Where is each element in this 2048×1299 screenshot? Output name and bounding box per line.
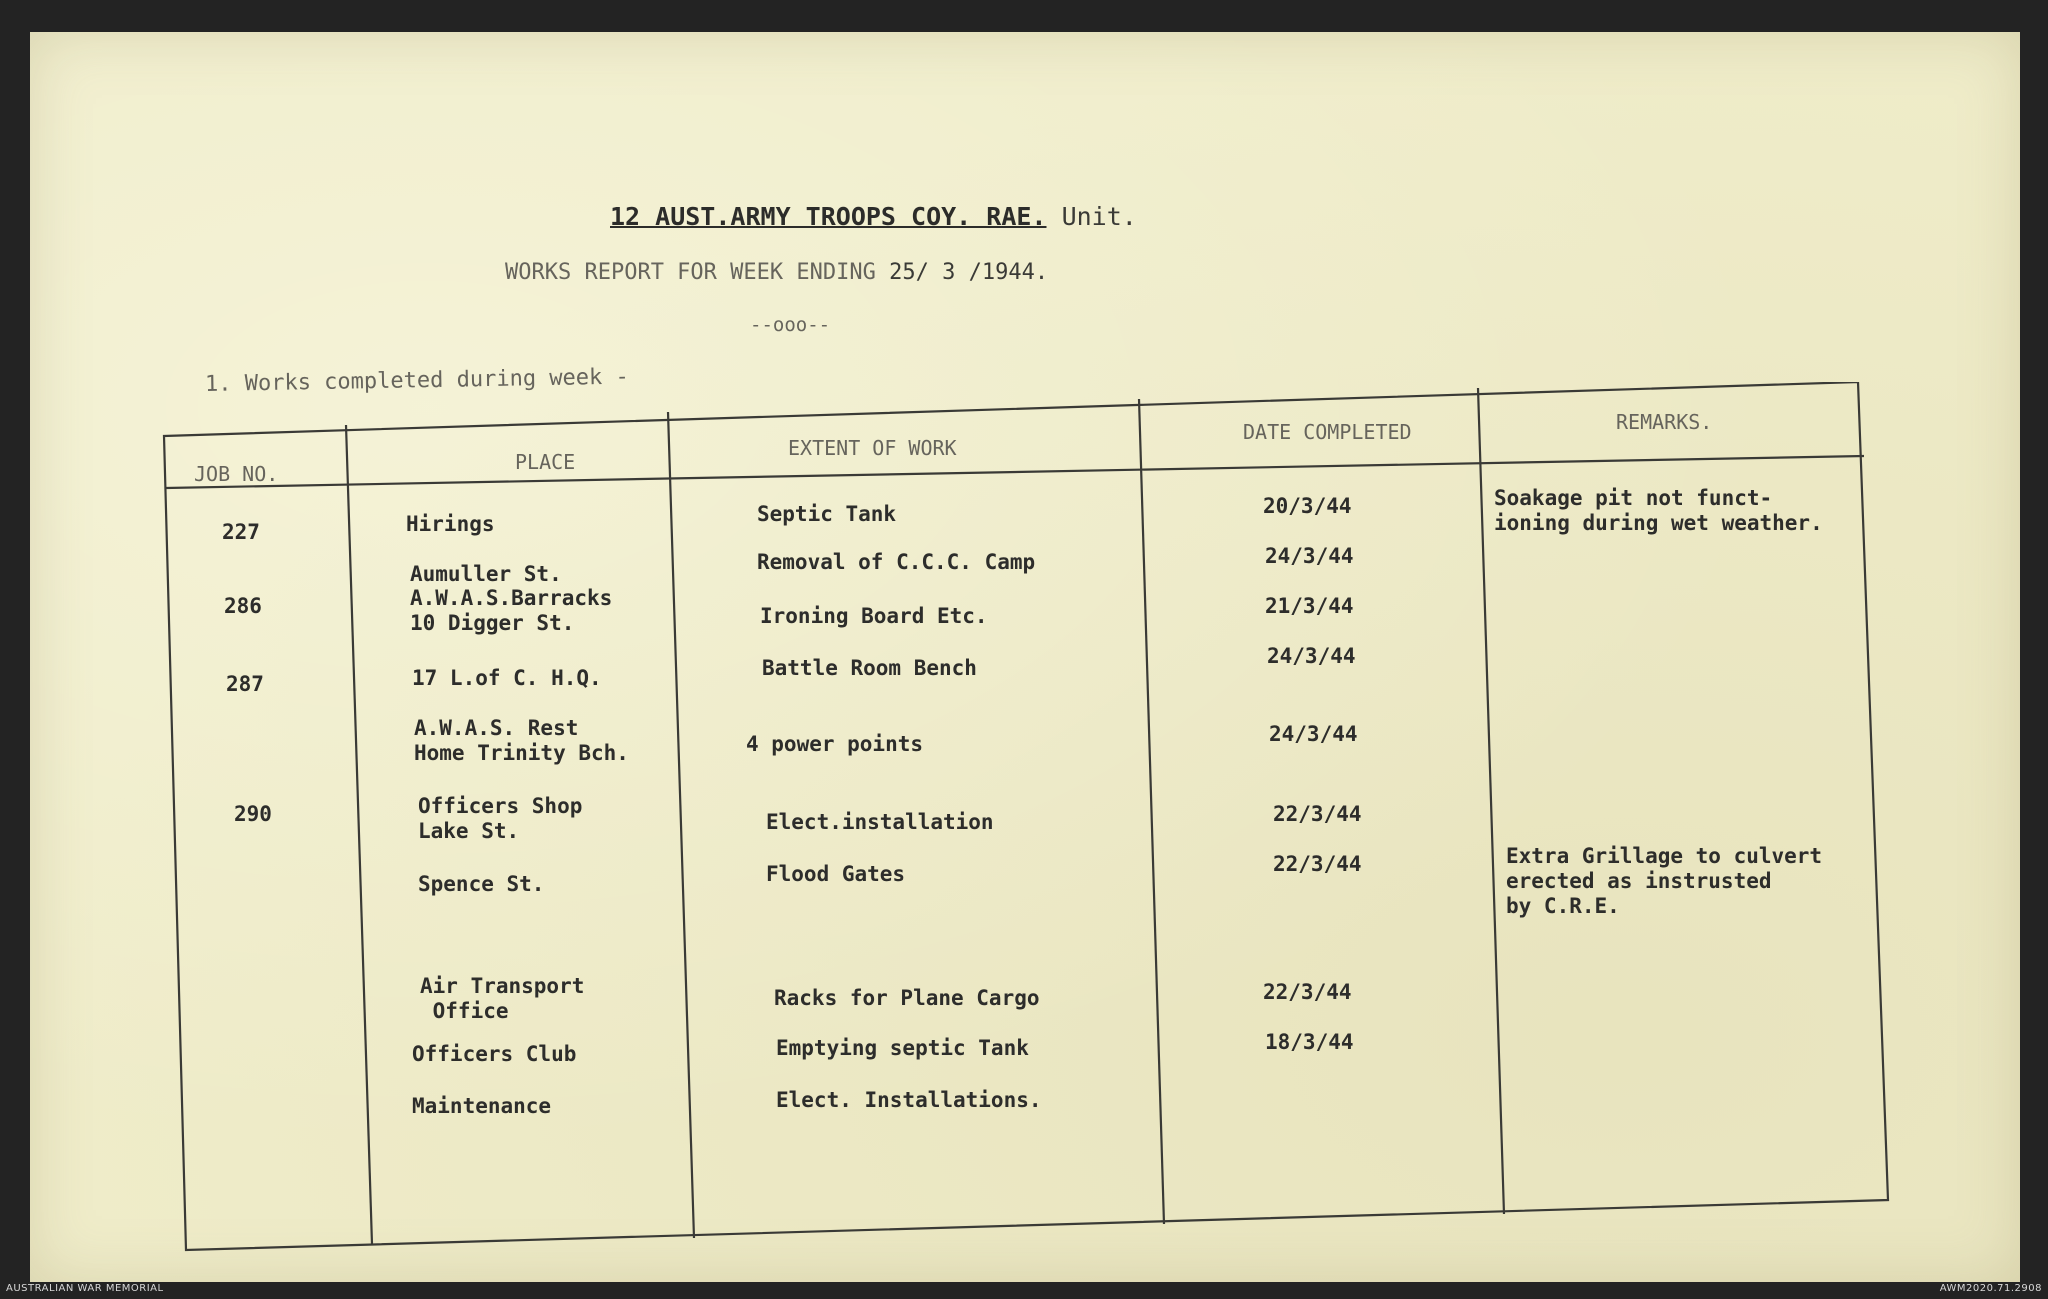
remark-line: erected as instrusted (1506, 869, 1772, 893)
row-2-place: Aumuller St. (410, 562, 562, 586)
row-5-place: A.W.A.S. Rest Home Trinity Bch. (414, 716, 629, 765)
column-header-place: PLACE (515, 450, 576, 474)
row-10-place: Maintenance (412, 1094, 552, 1118)
row-5-date: 24/3/44 (1269, 722, 1358, 746)
remark-line: ioning during wet weather. (1494, 511, 1823, 535)
row-3-job: 286 (224, 594, 262, 618)
unit-suffix: Unit. (1061, 202, 1137, 231)
column-header-job: JOB NO. (194, 462, 279, 486)
row-10-extent: Elect. Installations. (776, 1088, 1042, 1112)
row-7-date: 22/3/44 (1273, 852, 1362, 876)
row-7-extent: Flood Gates (766, 862, 906, 886)
document-page (30, 32, 2020, 1282)
row-1-place: Hirings (406, 512, 495, 536)
row-8-extent: Racks for Plane Cargo (774, 986, 1040, 1010)
row-2-date: 24/3/44 (1265, 544, 1354, 568)
header-divider (166, 456, 1864, 488)
row-8-date: 22/3/44 (1263, 980, 1352, 1004)
row-3-extent: Ironing Board Etc. (760, 604, 988, 628)
row-7-place: Spence St. (418, 872, 545, 896)
row-2-extent: Removal of C.C.C. Camp (757, 550, 1036, 574)
row-4-place: 17 L.of C. H.Q. (412, 666, 602, 690)
row-1-remarks (1494, 486, 1823, 536)
row-3-date: 21/3/44 (1265, 594, 1354, 618)
remark-line: Extra Grillage to culvert (1506, 844, 1823, 868)
row-4-job: 287 (226, 672, 264, 696)
row-1-extent: Septic Tank (757, 502, 897, 526)
column-divider-2 (668, 412, 694, 1238)
row-5-extent: 4 power points (746, 732, 924, 756)
report-title (505, 260, 1048, 285)
row-1-date: 20/3/44 (1263, 494, 1352, 518)
row-1-job: 227 (222, 520, 260, 544)
row-4-date: 24/3/44 (1267, 644, 1356, 668)
column-header-remarks: REMARKS. (1616, 410, 1713, 434)
row-6-job: 290 (234, 802, 272, 826)
column-divider-3 (1139, 399, 1164, 1224)
column-divider-1 (346, 425, 372, 1244)
row-6-place: Officers Shop Lake St. (418, 794, 583, 843)
unit-name: 12 AUST.ARMY TROOPS COY. RAE. (610, 202, 1047, 231)
row-4-extent: Battle Room Bench (762, 656, 977, 680)
column-header-extent: EXTENT OF WORK (788, 436, 957, 460)
archive-reference: AWM2020.71.2908 (1939, 1283, 2042, 1294)
row-3-place: A.W.A.S.Barracks 10 Digger St. (410, 586, 613, 635)
section-heading: 1. Works completed during week - (204, 364, 629, 397)
report-title-text: WORKS REPORT FOR WEEK ENDING (505, 260, 876, 285)
divider-mark: --ooo-- (750, 314, 831, 336)
row-9-date: 18/3/44 (1265, 1030, 1354, 1054)
row-8-place: Air Transport Office (420, 974, 585, 1023)
column-header-date: DATE COMPLETED (1243, 420, 1412, 444)
works-table (160, 382, 1890, 1252)
remark-line: Soakage pit not funct- (1494, 486, 1773, 510)
row-6-extent: Elect.installation (766, 810, 994, 834)
row-9-place: Officers Club (412, 1042, 577, 1066)
archive-credit: AUSTRALIAN WAR MEMORIAL (6, 1283, 164, 1294)
row-9-extent: Emptying septic Tank (776, 1036, 1029, 1060)
remark-line: by C.R.E. (1506, 894, 1620, 918)
report-unit-heading (610, 202, 1137, 231)
row-6-date: 22/3/44 (1273, 802, 1362, 826)
report-date: 25/ 3 /1944. (889, 260, 1049, 285)
row-7-remarks (1506, 844, 1822, 919)
